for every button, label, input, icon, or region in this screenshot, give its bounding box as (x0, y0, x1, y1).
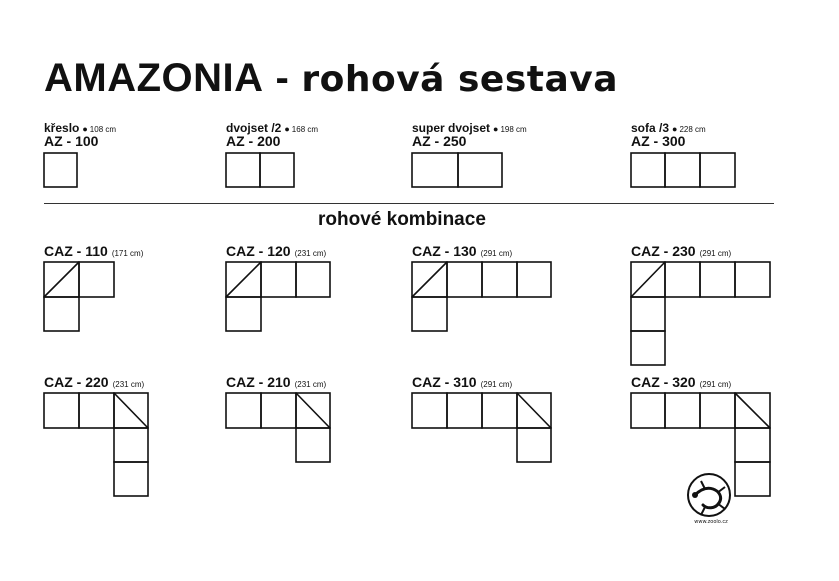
svg-text:www.zoolo.cz: www.zoolo.cz (694, 519, 728, 525)
diagram-caz-310 (412, 393, 551, 462)
module-label: dvojset /2 ● 168 cm (226, 121, 319, 135)
bullet-icon: ● (82, 124, 88, 134)
module-label: křeslo ● 108 cm (44, 121, 117, 135)
combination-label: CAZ - 230 (291 cm) (631, 243, 732, 259)
diagram-az-200 (226, 153, 294, 187)
combination-label: CAZ - 110 (171 cm) (44, 243, 144, 259)
diagram-az-100 (44, 153, 77, 187)
diagram-caz-210 (226, 393, 330, 462)
combination-label: CAZ - 220 (231 cm) (44, 374, 145, 390)
combination-label: CAZ - 120 (231 cm) (226, 243, 327, 259)
title-subtitle: rohová sestava (301, 59, 619, 100)
bullet-icon: ● (672, 124, 678, 134)
lizard-logo (683, 469, 739, 525)
diagram-az-250 (412, 153, 502, 187)
module-label: super dvojset ● 198 cm (412, 121, 527, 135)
bullet-icon: ● (284, 124, 290, 134)
diagram-caz-120 (226, 262, 330, 331)
diagram-caz-220 (44, 393, 148, 496)
diagram-az-300 (631, 153, 735, 187)
combination-label: CAZ - 310 (291 cm) (412, 374, 513, 390)
combination-label: CAZ - 130 (291 cm) (412, 243, 513, 259)
bullet-icon: ● (493, 124, 499, 134)
combination-label: CAZ - 210 (231 cm) (226, 374, 327, 390)
lizard-icon (683, 469, 739, 525)
diagram-caz-110 (44, 262, 114, 331)
diagram-caz-130 (412, 262, 551, 331)
module-label: sofa /3 ● 228 cm (631, 121, 706, 135)
module-code: AZ - 300 (631, 133, 686, 149)
module-code: AZ - 100 (44, 133, 99, 149)
module-code: AZ - 200 (226, 133, 281, 149)
diagram-caz-230 (631, 262, 770, 365)
title-dash: - (275, 56, 290, 100)
combination-label: CAZ - 320 (291 cm) (631, 374, 732, 390)
title-brand: AMAZONIA (44, 56, 264, 100)
section-title: rohové kombinace (318, 209, 486, 230)
module-code: AZ - 250 (412, 133, 467, 149)
